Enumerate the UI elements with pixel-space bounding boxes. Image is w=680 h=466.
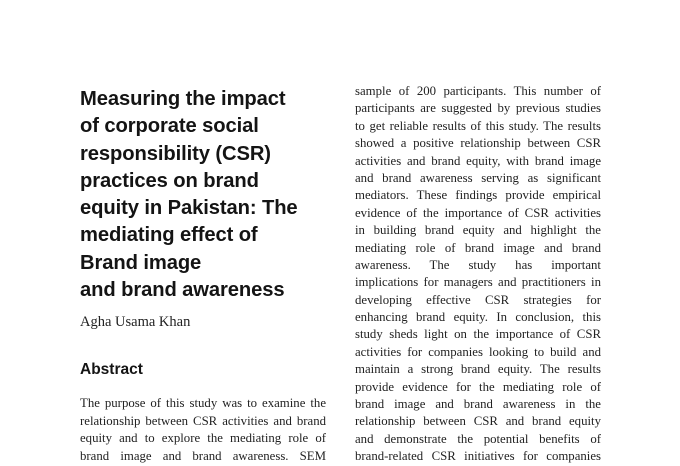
title-line: Brand image — [80, 251, 202, 274]
title-line: of corporate social — [80, 115, 259, 138]
body-line: activities for companies looking to build and — [355, 344, 601, 359]
body-line: participants are suggested by previous studies — [355, 101, 601, 116]
title-line: practices on brand — [80, 169, 259, 192]
body-line: relationship between CSR and brand equity — [355, 414, 601, 429]
abstract-line: equity and to explore the mediating role of — [80, 431, 326, 446]
paper-title — [80, 86, 330, 304]
left-column — [80, 86, 330, 465]
body-line: to get reliable results of this study. The results — [355, 118, 601, 133]
body-line: and demonstrate the potential benefits of — [355, 431, 601, 446]
body-line: in building brand equity and highlight the — [355, 223, 601, 238]
body-line: awareness. The study has important — [355, 257, 601, 272]
body-line: mediating role of brand image and brand — [355, 240, 601, 255]
title-line: mediating effect of — [80, 224, 258, 247]
author-name: Agha Usama Khan — [80, 314, 191, 331]
body-line: provide evidence for the mediating role of — [355, 379, 601, 394]
body-line: evidence of the importance of CSR activities — [355, 205, 601, 220]
title-line: responsibility (CSR) — [80, 142, 271, 165]
abstract-text — [80, 395, 326, 465]
body-line: maintain a strong brand equity. The results — [355, 362, 601, 377]
title-line: Measuring the impact — [80, 88, 286, 110]
abstract-heading: Abstract — [80, 361, 143, 379]
abstract-line: brand image and brand awareness. SEM — [80, 448, 326, 463]
body-line: enhancing brand equity. In conclusion, this — [355, 310, 601, 325]
body-line: and brand awareness serving as significant — [355, 170, 601, 185]
body-line: activities and brand equity, with brand image — [355, 153, 601, 168]
body-line: showed a positive relationship between CSR — [355, 136, 601, 151]
body-line: brand image and brand awareness in the — [355, 397, 601, 412]
abstract-line: The purpose of this study was to examine the — [80, 396, 326, 411]
body-line: brand-related CSR initiatives for companies — [355, 449, 601, 464]
right-column-text — [355, 83, 601, 466]
body-line: study sheds light on the importance of CSR — [355, 327, 601, 342]
body-line: implications for managers and practitioners in — [355, 275, 601, 290]
body-line: developing effective CSR strategies for — [355, 292, 601, 307]
body-line: mediators. These findings provide empirical — [355, 188, 601, 203]
abstract-line: relationship between CSR activities and brand — [80, 413, 326, 428]
title-line: equity in Pakistan: The — [80, 197, 298, 220]
title-line: and brand awareness — [80, 279, 285, 302]
body-line: sample of 200 participants. This number of — [355, 84, 601, 98]
